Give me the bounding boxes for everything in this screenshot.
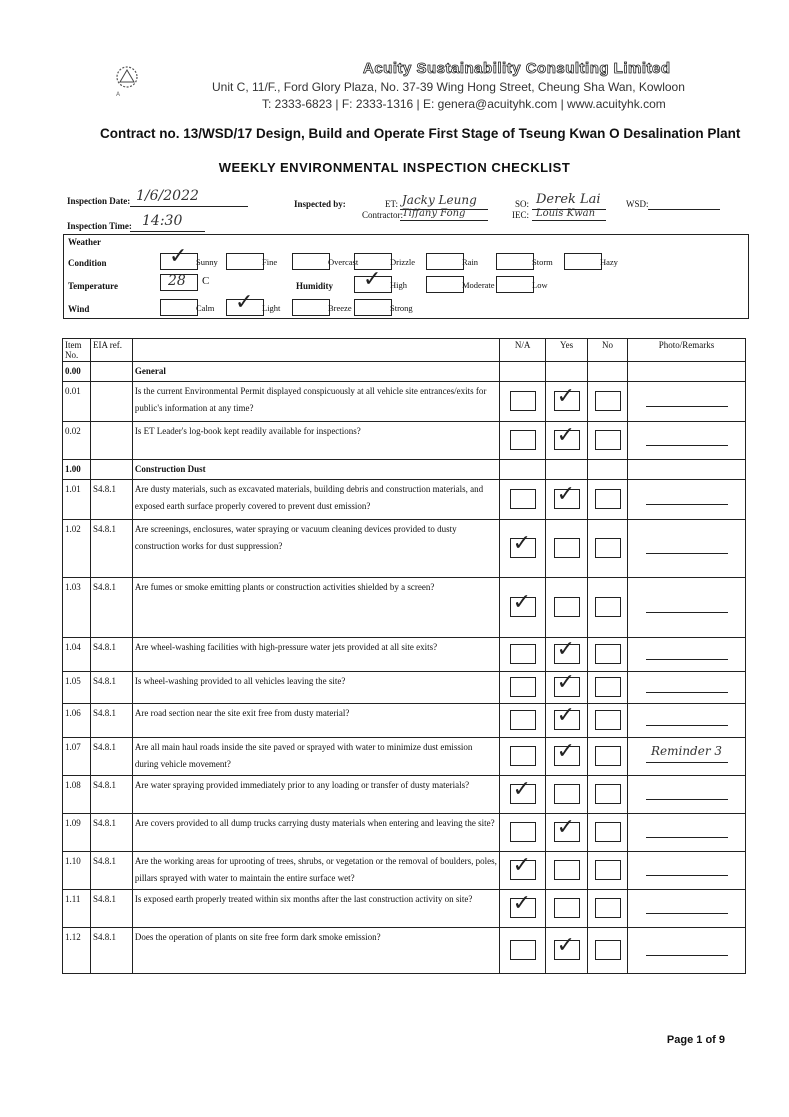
condition-hazy-checkbox[interactable]: [564, 253, 602, 270]
remarks-field[interactable]: [646, 394, 728, 407]
header-item-no: Item No.: [63, 339, 91, 362]
remarks-field[interactable]: [646, 680, 728, 693]
wind-breeze-checkbox[interactable]: [292, 299, 330, 316]
remarks-cell: [628, 852, 746, 890]
remarks-field[interactable]: [646, 433, 728, 446]
question-cell: Are all main haul roads inside the site paved or sprayed with water to minimize dust emission during vehicle movement?: [132, 738, 499, 776]
na-checkbox[interactable]: [510, 776, 536, 804]
item-no-cell: 1.08: [63, 776, 91, 814]
no-cell: [588, 814, 628, 852]
question-cell: Are road section near the site exit free from dusty material?: [132, 704, 499, 738]
eia-ref-cell: [90, 362, 132, 382]
table-row: [63, 776, 746, 814]
na-cell: [500, 890, 546, 928]
yes-checkbox[interactable]: [554, 669, 580, 697]
question-cell: Are covers provided to all dump trucks carrying dusty materials when entering and leaving the site?: [132, 814, 499, 852]
no-cell: [588, 578, 628, 638]
remarks-cell: [628, 480, 746, 520]
remarks-cell: [628, 460, 746, 480]
yes-checkbox[interactable]: [554, 636, 580, 664]
no-cell: [588, 520, 628, 578]
humidity-low-label: Low: [532, 280, 548, 290]
item-no-cell: 0.02: [63, 422, 91, 460]
svg-text:A: A: [116, 91, 121, 98]
check-mark-icon: ✓: [556, 814, 575, 840]
no-cell: [588, 422, 628, 460]
na-checkbox[interactable]: [510, 489, 536, 509]
item-no-cell: 1.03: [63, 578, 91, 638]
no-cell: [588, 480, 628, 520]
condition-drizzle-label: Drizzle: [390, 257, 416, 267]
humidity-high-checkbox[interactable]: [354, 267, 392, 293]
na-cell: [500, 460, 546, 480]
yes-cell: [546, 520, 588, 578]
no-cell: [588, 738, 628, 776]
remarks-cell: [628, 672, 746, 704]
no-checkbox[interactable]: [595, 597, 621, 617]
yes-checkbox[interactable]: [554, 383, 580, 411]
na-cell: [500, 814, 546, 852]
na-checkbox[interactable]: [510, 391, 536, 411]
condition-storm-label: Storm: [532, 257, 553, 267]
company-address: Unit C, 11/F., Ford Glory Plaza, No. 37-39 Wing Hong Street, Cheung Sha Wan, Kowloon: [212, 80, 685, 94]
inspection-time-field[interactable]: [130, 213, 205, 232]
remarks-cell: [628, 704, 746, 738]
na-checkbox[interactable]: [510, 430, 536, 450]
humidity-low-checkbox[interactable]: [496, 276, 534, 293]
no-cell: [588, 776, 628, 814]
inspection-date-value: 1/6/2022: [136, 188, 199, 204]
no-checkbox[interactable]: [595, 677, 621, 697]
no-checkbox[interactable]: [595, 940, 621, 960]
header-eia-ref: EIA ref.: [90, 339, 132, 362]
check-mark-icon: ✓: [556, 481, 575, 507]
yes-cell: [546, 890, 588, 928]
weather-heading: Weather: [68, 237, 101, 247]
no-checkbox[interactable]: [595, 538, 621, 558]
eia-ref-cell: [90, 382, 132, 422]
check-mark-icon: ✓: [363, 267, 382, 292]
item-no-cell: 1.07: [63, 738, 91, 776]
check-mark-icon: ✓: [556, 383, 575, 409]
condition-overcast-label: Overcast: [328, 257, 359, 267]
table-row: [63, 890, 746, 928]
eia-ref-cell: S4.8.1: [90, 890, 132, 928]
eia-ref-cell: S4.8.1: [90, 672, 132, 704]
check-mark-icon: ✓: [556, 738, 575, 764]
wind-calm-checkbox[interactable]: [160, 299, 198, 316]
inspection-date-field[interactable]: [130, 188, 248, 207]
item-no-cell: 1.00: [63, 460, 91, 480]
na-checkbox[interactable]: [510, 589, 536, 617]
temperature-unit: C: [202, 275, 210, 287]
table-header-row: [63, 339, 746, 362]
no-checkbox[interactable]: [595, 430, 621, 450]
remarks-field[interactable]: [646, 943, 728, 956]
no-checkbox[interactable]: [595, 860, 621, 880]
na-cell: [500, 578, 546, 638]
question-cell: Is wheel-washing provided to all vehicles leaving the site?: [132, 672, 499, 704]
remarks-field[interactable]: [646, 825, 728, 838]
table-row: [63, 704, 746, 738]
table-row: [63, 638, 746, 672]
remarks-field[interactable]: [646, 647, 728, 660]
eia-ref-cell: S4.8.1: [90, 480, 132, 520]
iec-value: Louis Kwan: [536, 208, 596, 219]
question-cell: Is the current Environmental Permit displayed conspicuously at all vehicle site entrances/exits for public's information at any time?: [132, 382, 499, 422]
yes-checkbox[interactable]: [554, 814, 580, 842]
remarks-cell: [628, 520, 746, 578]
no-cell: [588, 638, 628, 672]
no-cell: [588, 928, 628, 974]
na-checkbox[interactable]: [510, 644, 536, 664]
check-mark-icon: ✓: [512, 589, 532, 615]
humidity-moderate-label: Moderate: [462, 280, 495, 290]
na-checkbox[interactable]: [510, 677, 536, 697]
na-cell: [500, 776, 546, 814]
remarks-field[interactable]: [646, 901, 728, 914]
yes-cell: [546, 480, 588, 520]
section-title-cell: General: [132, 362, 499, 382]
eia-ref-cell: S4.8.1: [90, 852, 132, 890]
company-contact: T: 2333-6823 | F: 2333-1316 | E: genera@acuityhk.com | www.acuityhk.com: [262, 97, 666, 111]
remarks-field[interactable]: [646, 787, 728, 800]
item-no-cell: 0.01: [63, 382, 91, 422]
yes-cell: [546, 638, 588, 672]
item-no-cell: 1.10: [63, 852, 91, 890]
yes-checkbox[interactable]: [554, 538, 580, 558]
question-cell: Are screenings, enclosures, water spraying or vacuum cleaning devices provided to dusty construction works for dust suppression?: [132, 520, 499, 578]
contract-title: Contract no. 13/WSD/17 Design, Build and Operate First Stage of Tseung Kwan O Desalination Plant: [100, 126, 741, 141]
yes-cell: [546, 382, 588, 422]
remarks-value: Reminder 3: [650, 744, 723, 758]
eia-ref-cell: S4.8.1: [90, 738, 132, 776]
na-cell: [500, 480, 546, 520]
et-value: Jacky Leung: [402, 193, 477, 207]
inspected-by-label: Inspected by:: [294, 199, 346, 209]
na-checkbox[interactable]: [510, 746, 536, 766]
check-mark-icon: ✓: [512, 776, 532, 802]
eia-ref-cell: S4.8.1: [90, 776, 132, 814]
na-cell: [500, 520, 546, 578]
no-checkbox[interactable]: [595, 746, 621, 766]
no-checkbox[interactable]: [595, 784, 621, 804]
no-cell: [588, 362, 628, 382]
condition-hazy-label: Hazy: [600, 257, 618, 267]
wind-calm-label: Calm: [196, 303, 215, 313]
so-label: SO:: [515, 199, 530, 209]
no-checkbox[interactable]: [595, 898, 621, 918]
table-row: [63, 382, 746, 422]
so-value: Derek Lai: [536, 192, 601, 207]
question-cell: Are wheel-washing facilities with high-pressure water jets provided at all site exits?: [132, 638, 499, 672]
remarks-cell: [628, 814, 746, 852]
na-cell: [500, 704, 546, 738]
wsd-label: WSD:: [626, 199, 649, 209]
table-row: [63, 520, 746, 578]
condition-rain-label: Rain: [462, 257, 479, 267]
header-yes: Yes: [546, 339, 588, 362]
company-logo: [112, 62, 148, 100]
wind-strong-checkbox[interactable]: [354, 299, 392, 316]
company-name: Acuity Sustainability Consulting Limited: [363, 60, 671, 77]
no-cell: [588, 704, 628, 738]
table-row: [63, 738, 746, 776]
temperature-field[interactable]: [160, 274, 198, 291]
check-mark-icon: ✓: [235, 290, 254, 315]
item-no-cell: 0.00: [63, 362, 91, 382]
yes-checkbox[interactable]: [554, 738, 580, 766]
section-row: [63, 362, 746, 382]
condition-rain-checkbox[interactable]: [426, 253, 464, 270]
remarks-field[interactable]: [646, 492, 728, 505]
et-label: ET:: [385, 199, 399, 209]
contractor-label: Contractor:: [362, 210, 403, 220]
yes-checkbox[interactable]: [554, 702, 580, 730]
yes-checkbox[interactable]: [554, 784, 580, 804]
condition-fine-label: Fine: [262, 257, 278, 267]
section-row: [63, 460, 746, 480]
na-checkbox[interactable]: [510, 710, 536, 730]
no-checkbox[interactable]: [595, 391, 621, 411]
remarks-cell: [628, 890, 746, 928]
check-mark-icon: ✓: [512, 852, 532, 878]
no-cell: [588, 672, 628, 704]
eia-ref-cell: S4.8.1: [90, 704, 132, 738]
wind-label: Wind: [68, 304, 90, 314]
yes-checkbox[interactable]: [554, 860, 580, 880]
item-no-cell: 1.11: [63, 890, 91, 928]
condition-sunny-checkbox[interactable]: [160, 244, 198, 270]
header-description: [132, 339, 499, 362]
form-title: WEEKLY ENVIRONMENTAL INSPECTION CHECKLIST: [218, 160, 571, 175]
eia-ref-cell: S4.8.1: [90, 520, 132, 578]
page-number: Page 1 of 9: [666, 1034, 725, 1046]
condition-overcast-checkbox[interactable]: [292, 253, 330, 270]
remarks-cell: [628, 638, 746, 672]
no-checkbox[interactable]: [595, 710, 621, 730]
eia-ref-cell: S4.8.1: [90, 814, 132, 852]
yes-checkbox[interactable]: [554, 422, 580, 450]
inspection-time-value: 14:30: [142, 213, 183, 229]
table-row: [63, 928, 746, 974]
no-cell: [588, 382, 628, 422]
yes-cell: [546, 704, 588, 738]
no-cell: [588, 852, 628, 890]
remarks-field[interactable]: [646, 713, 728, 726]
no-cell: [588, 460, 628, 480]
eia-ref-cell: S4.8.1: [90, 638, 132, 672]
condition-sunny-label: Sunny: [196, 257, 218, 267]
item-no-cell: 1.06: [63, 704, 91, 738]
inspection-date-label: Inspection Date:: [67, 196, 131, 206]
iec-field[interactable]: [532, 207, 606, 221]
contractor-field[interactable]: [400, 207, 488, 221]
question-cell: Is ET Leader's log-book kept readily available for inspections?: [132, 422, 499, 460]
yes-cell: [546, 738, 588, 776]
header-no: No: [588, 339, 628, 362]
yes-cell: [546, 852, 588, 890]
question-cell: Does the operation of plants on site free form dark smoke emission?: [132, 928, 499, 974]
question-cell: Are the working areas for uprooting of trees, shrubs, or vegetation or the removal of boulders, poles, pillars sprayed with water to maintain the entire surface wet?: [132, 852, 499, 890]
remarks-field[interactable]: [646, 863, 728, 876]
table-row: [63, 814, 746, 852]
na-checkbox[interactable]: [510, 822, 536, 842]
item-no-cell: 1.09: [63, 814, 91, 852]
yes-cell: [546, 460, 588, 480]
temperature-value: 28: [168, 273, 186, 289]
eia-ref-cell: S4.8.1: [90, 928, 132, 974]
inspection-time-label: Inspection Time:: [67, 221, 132, 231]
remarks-cell: [628, 382, 746, 422]
eia-ref-cell: [90, 422, 132, 460]
yes-cell: [546, 776, 588, 814]
na-cell: [500, 738, 546, 776]
header-na: N/A: [500, 339, 546, 362]
remarks-cell: [628, 362, 746, 382]
check-mark-icon: ✓: [556, 932, 575, 958]
section-title-cell: Construction Dust: [132, 460, 499, 480]
na-checkbox[interactable]: [510, 940, 536, 960]
check-mark-icon: ✓: [556, 669, 575, 695]
table-row: [63, 672, 746, 704]
item-no-cell: 1.12: [63, 928, 91, 974]
humidity-label: Humidity: [296, 281, 334, 291]
wind-strong-label: Strong: [390, 303, 413, 313]
yes-checkbox[interactable]: [554, 898, 580, 918]
na-checkbox[interactable]: [510, 890, 536, 918]
item-no-cell: 1.02: [63, 520, 91, 578]
na-cell: [500, 382, 546, 422]
question-cell: Is exposed earth properly treated within six months after the last construction activity on site?: [132, 890, 499, 928]
check-mark-icon: ✓: [512, 890, 532, 916]
na-cell: [500, 362, 546, 382]
check-mark-icon: ✓: [556, 702, 575, 728]
na-cell: [500, 672, 546, 704]
contractor-value: Tiffany Fong: [402, 208, 466, 219]
check-mark-icon: ✓: [556, 636, 575, 662]
wind-light-checkbox[interactable]: [226, 290, 264, 316]
no-checkbox[interactable]: [595, 822, 621, 842]
remarks-cell: [628, 422, 746, 460]
temperature-label: Temperature: [68, 281, 118, 291]
wind-light-label: Light: [262, 303, 281, 313]
question-cell: Are water spraying provided immediately prior to any loading or transfer of dusty materials?: [132, 776, 499, 814]
yes-checkbox[interactable]: [554, 932, 580, 960]
table-row: [63, 578, 746, 638]
remarks-cell: [628, 578, 746, 638]
na-checkbox[interactable]: [510, 852, 536, 880]
remarks-cell: [628, 738, 746, 776]
condition-fine-checkbox[interactable]: [226, 253, 264, 270]
wind-breeze-label: Breeze: [328, 303, 352, 313]
question-cell: Are fumes or smoke emitting plants or construction activities shielded by a screen?: [132, 578, 499, 638]
condition-label: Condition: [68, 258, 107, 268]
remarks-field[interactable]: [646, 600, 728, 613]
yes-cell: [546, 814, 588, 852]
yes-cell: [546, 928, 588, 974]
eia-ref-cell: [90, 460, 132, 480]
humidity-high-label: High: [390, 280, 407, 290]
humidity-moderate-checkbox[interactable]: [426, 276, 464, 293]
iec-label: IEC:: [512, 210, 529, 220]
header-remarks: Photo/Remarks: [628, 339, 746, 362]
yes-cell: [546, 362, 588, 382]
na-cell: [500, 852, 546, 890]
table-row: [63, 852, 746, 890]
yes-cell: [546, 422, 588, 460]
na-cell: [500, 928, 546, 974]
no-cell: [588, 890, 628, 928]
item-no-cell: 1.05: [63, 672, 91, 704]
eia-ref-cell: S4.8.1: [90, 578, 132, 638]
check-mark-icon: ✓: [169, 244, 188, 269]
yes-checkbox[interactable]: [554, 481, 580, 509]
check-mark-icon: ✓: [512, 530, 532, 556]
yes-cell: [546, 578, 588, 638]
item-no-cell: 1.01: [63, 480, 91, 520]
na-checkbox[interactable]: [510, 530, 536, 558]
yes-checkbox[interactable]: [554, 597, 580, 617]
na-cell: [500, 422, 546, 460]
no-checkbox[interactable]: [595, 489, 621, 509]
condition-storm-checkbox[interactable]: [496, 253, 534, 270]
check-mark-icon: ✓: [556, 422, 575, 448]
weather-box: [63, 234, 749, 319]
table-row: [63, 480, 746, 520]
checklist-table: [62, 338, 746, 974]
na-cell: [500, 638, 546, 672]
table-row: [63, 422, 746, 460]
item-no-cell: 1.04: [63, 638, 91, 672]
no-checkbox[interactable]: [595, 644, 621, 664]
remarks-cell: [628, 776, 746, 814]
wsd-field[interactable]: [648, 196, 720, 210]
remarks-field[interactable]: [646, 541, 728, 554]
remarks-cell: [628, 928, 746, 974]
yes-cell: [546, 669, 588, 704]
remarks-field[interactable]: [646, 744, 728, 763]
question-cell: Are dusty materials, such as excavated materials, building debris and construction materials, and exposed earth surface properly covered to prevent dust emission?: [132, 480, 499, 520]
